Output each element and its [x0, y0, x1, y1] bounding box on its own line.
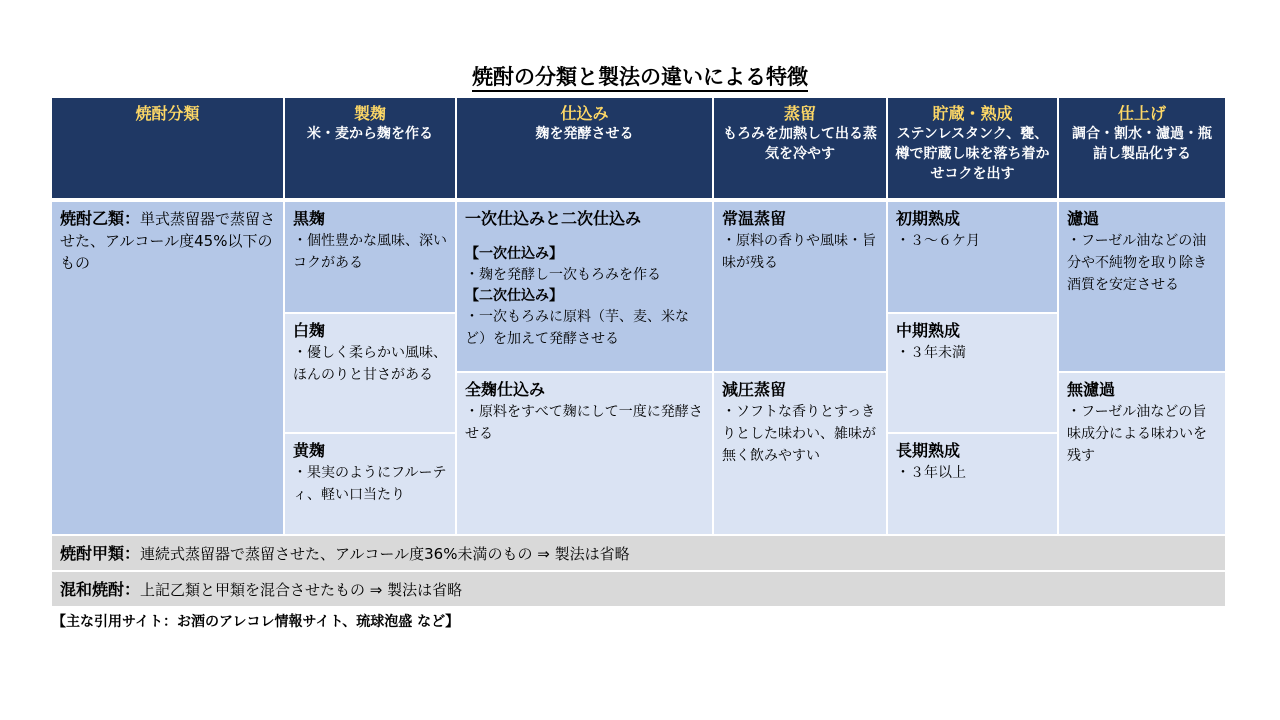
koji-black-title: 黒麹	[293, 209, 326, 228]
ko-desc: 連続式蒸留器で蒸留させた、アルコール度36%未満のもの ⇒ 製法は省略	[140, 545, 630, 563]
finish-unfiltered-desc: ・フーゼル油などの旨味成分による味わいを残す	[1067, 404, 1207, 464]
shikomi-zenkoji-cell	[457, 373, 712, 534]
header-distill	[714, 98, 886, 198]
distill-normal-title: 常温蒸留	[722, 209, 787, 228]
shikomi-zenkoji-desc: ・原料をすべて麹にして一度に発酵させる	[465, 404, 703, 442]
finish-filtered-desc: ・フーゼル油などの油分や不純物を取り除き酒質を安定させる	[1067, 233, 1207, 293]
shikomi-first-desc: ・麹を発酵し一次もろみを作る	[465, 267, 661, 283]
header-koji-title: 製麹	[353, 104, 386, 123]
koji-yellow-desc: ・果実のようにフルーティ、軽い口当たり	[293, 465, 447, 503]
page-title: 焼酎の分類と製法の違いによる特徴	[0, 61, 1280, 91]
shikomi-two-stage-title: 一次仕込みと二次仕込み	[465, 209, 642, 228]
distill-reduced-cell	[714, 373, 886, 534]
shikomi-second-desc: ・一次もろみに原料（芋、麦、米など）を加えて発酵させる	[465, 309, 689, 347]
shikomi-two-stage-cell	[457, 202, 712, 371]
shikomi-first-label: 【一次仕込み】	[465, 246, 563, 262]
otsu-title: 焼酎乙類：	[60, 209, 141, 228]
aging-early-desc: ・３～６ケ月	[896, 233, 980, 249]
koji-black-desc: ・個性豊かな風味、深いコクがある	[293, 233, 447, 271]
finish-filtered-title: 濾過	[1067, 209, 1100, 228]
aging-mid-desc: ・３年未満	[896, 345, 966, 361]
ko-row	[52, 536, 1225, 570]
koji-white-cell	[285, 314, 455, 432]
distill-reduced-desc: ・ソフトな香りとすっきりとした味わい、雑味が無く飲みやすい	[722, 404, 876, 464]
aging-mid-cell	[888, 314, 1057, 432]
otsu-cell	[52, 202, 283, 534]
source-footnote: 【主な引用サイト：お酒のアレコレ情報サイト、琉球泡盛 など】	[52, 614, 460, 630]
header-distill-sub: もろみを加熱して出る蒸気を冷やす	[723, 126, 877, 162]
header-finish-sub: 調合・割水・濾過・瓶詰し製品化する	[1072, 126, 1212, 162]
header-aging	[888, 98, 1057, 198]
otsu-desc: 単式蒸留器で蒸留させた、アルコール度45%以下のもの	[60, 210, 276, 272]
aging-early-title: 初期熟成	[896, 209, 961, 228]
aging-long-desc: ・３年以上	[896, 465, 966, 481]
header-shikomi-sub: 麹を発酵させる	[535, 126, 634, 142]
aging-long-cell	[888, 434, 1057, 534]
distill-normal-cell	[714, 202, 886, 371]
shikomi-second-label: 【二次仕込み】	[465, 288, 563, 304]
header-finish-title: 仕上げ	[1117, 104, 1166, 123]
header-shikomi-title: 仕込み	[560, 104, 609, 123]
header-distill-title: 蒸留	[783, 104, 816, 123]
distill-normal-desc: ・原料の香りや風味・旨味が残る	[722, 233, 876, 271]
ko-title: 焼酎甲類：	[60, 544, 141, 563]
aging-mid-title: 中期熟成	[896, 321, 961, 340]
header-finish	[1059, 98, 1225, 198]
konwa-row	[52, 572, 1225, 606]
koji-white-desc: ・優しく柔らかい風味、ほんのりと甘さがある	[293, 345, 447, 383]
finish-unfiltered-title: 無濾過	[1067, 380, 1116, 399]
distill-reduced-title: 減圧蒸留	[722, 380, 787, 399]
header-koji-sub: 米・麦から麹を作る	[307, 126, 433, 142]
header-aging-title: 貯蔵・熟成	[932, 104, 1013, 123]
header-classification-title: 焼酎分類	[135, 104, 200, 123]
aging-early-cell	[888, 202, 1057, 312]
header-koji	[285, 98, 455, 198]
finish-filtered-cell	[1059, 202, 1225, 371]
header-shikomi	[457, 98, 712, 198]
konwa-desc: 上記乙類と甲類を混合させたもの ⇒ 製法は省略	[140, 581, 463, 599]
aging-long-title: 長期熟成	[896, 441, 961, 460]
koji-black-cell	[285, 202, 455, 312]
finish-unfiltered-cell	[1059, 373, 1225, 534]
koji-white-title: 白麹	[293, 321, 326, 340]
konwa-title: 混和焼酎：	[60, 580, 141, 599]
koji-yellow-cell	[285, 434, 455, 534]
koji-yellow-title: 黄麹	[293, 441, 326, 460]
header-classification	[52, 98, 283, 198]
shikomi-zenkoji-title: 全麹仕込み	[465, 380, 546, 399]
header-aging-sub: ステンレスタンク、甕、樽で貯蔵し味を落ち着かせコクを出す	[895, 126, 1050, 182]
